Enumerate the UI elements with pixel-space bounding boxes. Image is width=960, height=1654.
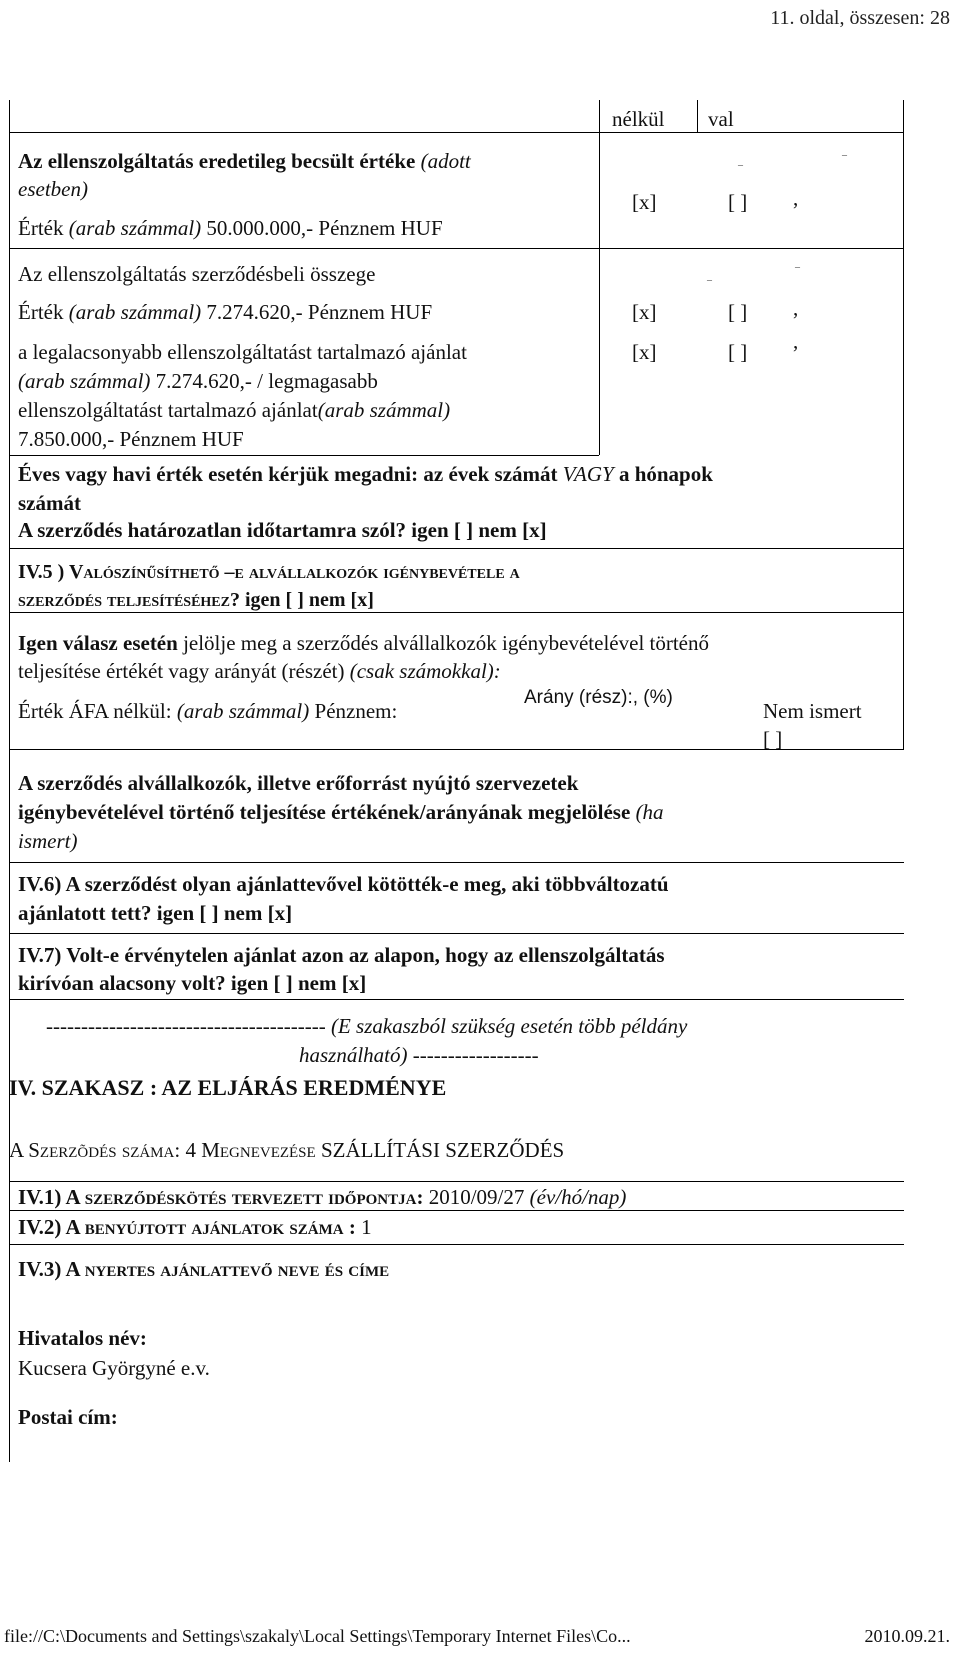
annual-line-2: számát (18, 491, 81, 515)
official-name-label: Hivatalos név: (18, 1326, 147, 1350)
range-line-3: ellenszolgáltatást tartalmazó ajánlat(arab számmal) (18, 398, 451, 422)
range-line-1: a legalacsonyabb ellenszolgáltatást tartalmazó ajánlat (18, 340, 467, 364)
section-title: IV. SZAKASZ : AZ ELJÁRÁS EREDMÉNYE (9, 1075, 447, 1100)
mark-dash: – (842, 150, 847, 161)
official-name-value: Kucsera Györgyné e.v. (18, 1356, 210, 1380)
estimated-value-title-cont: esetben) (18, 177, 88, 201)
iv5-ratio-label: Arány (rész):, (%) (524, 687, 673, 708)
range-line-4: 7.850.000,- Pénznem HUF (18, 427, 244, 451)
contract-without-checkbox[interactable]: [x] (632, 300, 657, 324)
estimated-value-amount: Érték (arab számmal) 50.000.000,- Pénznem HUF (18, 216, 443, 240)
col-separator-mid (697, 100, 698, 132)
contract-value-amount: Érték (arab számmal) 7.274.620,- Pénznem HUF (18, 300, 433, 324)
contract-with-checkbox[interactable]: [ ] (728, 300, 748, 324)
iv6-line-1: IV.6) A szerződést olyan ajánlattevővel kötötték-e meg, aki többváltozatú (18, 872, 669, 896)
indefinite-question: A szerződés határozatlan időtartamra szól? igen [ ] nem [x] (18, 518, 547, 542)
iv5-unknown-label: Nem ismert (763, 699, 862, 723)
rule-after-iv7 (9, 999, 904, 1000)
estimated-without-checkbox[interactable]: [x] (632, 190, 657, 214)
resource-line-1: A szerződés alvállalkozók, illetve erőforrást nyújtó szervezetek (18, 771, 579, 795)
iv5-title-line-1: IV.5 ) Valószínűsíthető –e alvállalkozók igénybevétele a (18, 561, 520, 583)
mark-dash: – (738, 160, 743, 171)
rule-after-estimate (9, 248, 904, 249)
contract-comma: , (793, 296, 799, 320)
contract-value-title: Az ellenszolgáltatás szerződésbeli összege (18, 262, 376, 286)
rule-after-iv6 (9, 933, 904, 934)
annual-line-1: Éves vagy havi érték esetén kérjük megadni: az évek számát VAGY a hónapok (18, 462, 713, 486)
range-without-checkbox[interactable]: [x] (632, 340, 657, 364)
header-rule (9, 132, 904, 133)
mark-dash: – (707, 275, 712, 286)
iv5-yes-line: Igen válasz esetén jelölje meg a szerződés alvállalkozók igénybevételével történő (18, 631, 710, 655)
contract-number-line: A Szerzõdés száma: 4 Megnevezése SZÁLLÍTÁSI SZERZŐDÉS (9, 1138, 565, 1162)
iv7-line-1: IV.7) Volt-e érvénytelen ajánlat azon az alapon, hogy az ellenszolgáltatás (18, 943, 665, 967)
page-info: 11. oldal, összesen: 28 (770, 7, 950, 29)
range-line-2: (arab számmal) 7.274.620,- / legmagasabb (18, 369, 378, 393)
iv1-line: IV.1) A szerződéskötés tervezett időpontja: 2010/09/27 (év/hó/nap) (18, 1185, 627, 1209)
iv5-value-without-vat: Érték ÁFA nélkül: (arab számmal) Pénznem: (18, 699, 398, 723)
frame-left-line (9, 100, 10, 1462)
rule-after-indefinite (9, 548, 904, 549)
iv5-value-ratio-line: teljesítése értékét vagy arányát (részét) (csak számokkal): (18, 659, 501, 683)
iv5-title-line-2: szerződés teljesítéséhez? igen [ ] nem [x] (18, 589, 374, 611)
estimated-with-checkbox[interactable]: [ ] (728, 190, 748, 214)
resource-line-3: ismert) (18, 829, 78, 853)
mark-dash: – (795, 262, 800, 273)
range-comma: , (793, 329, 799, 353)
col-separator (599, 100, 600, 455)
footer-date: 2010.09.21. (864, 1626, 950, 1646)
estimated-value-title: Az ellenszolgáltatás eredetileg becsült értéke (adott (18, 149, 471, 173)
col-header-without: nélkül (612, 107, 665, 131)
postal-address-label: Postai cím: (18, 1405, 118, 1429)
separator-line-2: használható) ------------------ (299, 1043, 539, 1067)
separator-line-1: ---------------------------------------- (E szakaszból szükség esetén több példány (46, 1014, 688, 1038)
col-header-with: val (708, 107, 734, 131)
frame-right-line (903, 100, 904, 750)
footer-path: file://C:\Documents and Settings\szakaly\Local Settings\Temporary Internet Files\Co... (4, 1626, 631, 1646)
iv5-unknown-checkbox[interactable]: [ ] (763, 727, 783, 751)
iv7-line-2: kirívóan alacsony volt? igen [ ] nem [x] (18, 971, 367, 995)
range-with-checkbox[interactable]: [ ] (728, 340, 748, 364)
rule-after-range (9, 455, 599, 456)
iv6-line-2: ajánlatott tett? igen [ ] nem [x] (18, 901, 293, 925)
iv2-line: IV.2) A benyújtott ajánlatok száma : 1 (18, 1215, 372, 1239)
rule-after-resource (9, 862, 904, 863)
resource-line-2: igénybevételével történő teljesítése értékének/arányának megjelölése (ha (18, 800, 664, 824)
rule-after-iv2 (9, 1244, 904, 1245)
iv3-line: IV.3) A nyertes ajánlattevő neve és címe (18, 1257, 390, 1281)
estimated-comma: , (793, 186, 799, 210)
